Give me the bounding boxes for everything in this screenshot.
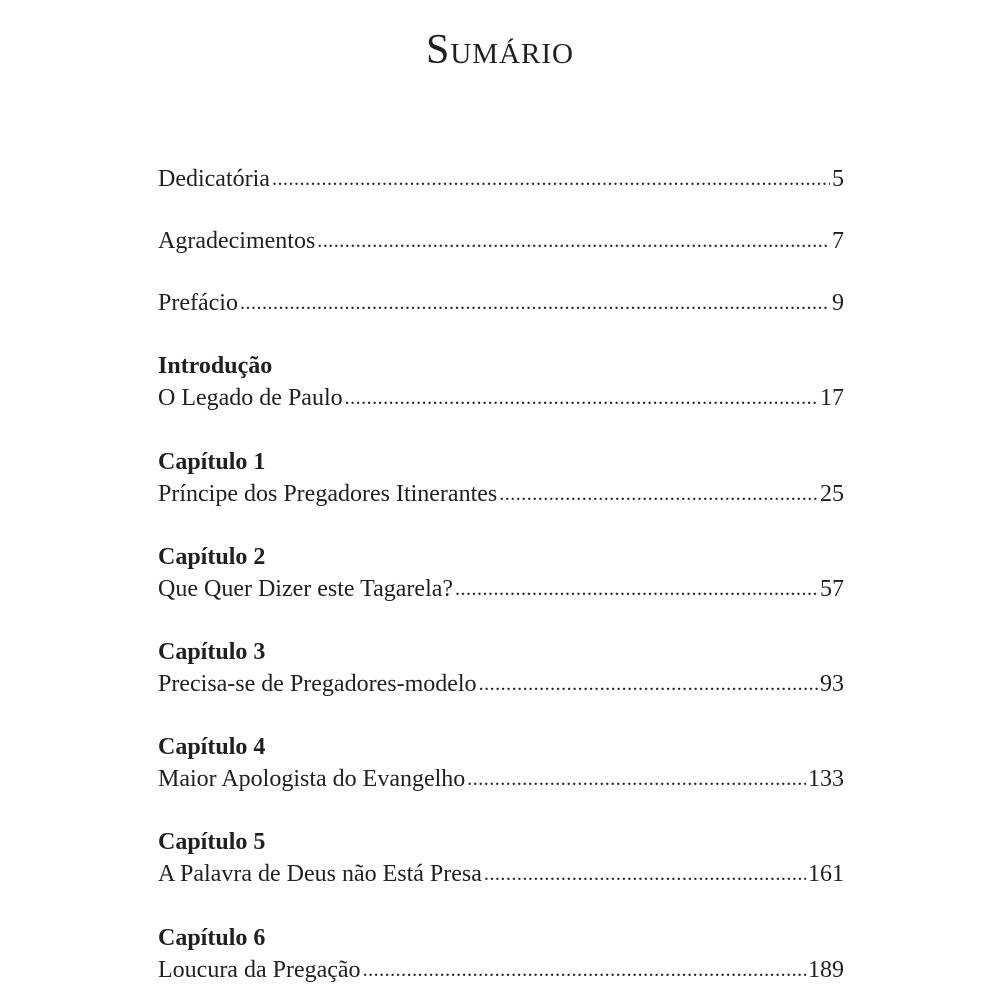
toc-row[interactable] (158, 287, 844, 319)
toc-row[interactable] (158, 478, 844, 510)
toc-section-heading: Capítulo 4 (158, 734, 266, 760)
toc-row[interactable] (158, 954, 844, 986)
dot-leader (499, 478, 818, 510)
toc-entry-label: Príncipe dos Pregadores Itinerantes (158, 481, 498, 507)
toc-row[interactable] (158, 573, 844, 605)
toc-entry-capitulo-5 (158, 826, 844, 890)
toc-entry-label: Precisa-se de Pregadores-modelo (158, 671, 477, 697)
toc-section-heading: Capítulo 3 (158, 639, 266, 665)
toc-row[interactable] (158, 763, 844, 795)
toc-row[interactable] (158, 163, 844, 195)
toc-entry-prefacio (158, 287, 844, 319)
toc-page-number: 161 (808, 861, 844, 887)
toc-entry-capitulo-6 (158, 922, 844, 986)
dot-leader (363, 954, 806, 986)
toc-entry-capitulo-3 (158, 636, 844, 700)
toc-entry-label: Que Quer Dizer este Tagarela? (158, 576, 454, 602)
toc-entry-label: Maior Apologista do Evangelho (158, 766, 466, 792)
toc-page-number: 9 (832, 290, 844, 316)
toc-section-heading: Capítulo 6 (158, 925, 266, 951)
toc-entry-label: O Legado de Paulo (158, 385, 343, 411)
toc-entry-capitulo-4 (158, 731, 844, 795)
toc-page-number: 133 (808, 766, 844, 792)
toc-page-number: 57 (820, 576, 844, 602)
toc-page-number: 5 (832, 166, 844, 192)
dot-leader (467, 763, 806, 795)
toc-row[interactable] (158, 668, 844, 700)
dot-leader (484, 858, 806, 890)
toc-entry-label: Prefácio (158, 290, 238, 316)
toc-section-heading: Capítulo 2 (158, 544, 266, 570)
toc-section-heading: Capítulo 5 (158, 829, 266, 855)
toc-entry-capitulo-1 (158, 446, 844, 510)
toc-entry-label: Loucura da Pregação (158, 957, 361, 983)
toc-entry-dedicatoria (158, 163, 844, 195)
dot-leader (479, 668, 818, 700)
toc-page-number: 7 (832, 228, 844, 254)
page-title: Sumário (426, 27, 574, 73)
toc-row[interactable] (158, 382, 844, 414)
toc-entry-label: Agradecimentos (158, 228, 316, 254)
toc-entry-label: A Palavra de Deus não Está Presa (158, 861, 482, 887)
toc-entry-capitulo-2 (158, 541, 844, 605)
toc-section-heading: Introdução (158, 353, 273, 379)
toc-row[interactable] (158, 225, 844, 257)
dot-leader (455, 573, 818, 605)
toc-page-number: 17 (820, 385, 844, 411)
toc-page-number: 25 (820, 481, 844, 507)
toc-entry-agradecimentos (158, 225, 844, 257)
dot-leader (272, 163, 830, 195)
toc-page-number: 189 (808, 957, 844, 983)
dot-leader (240, 287, 830, 319)
dot-leader (345, 382, 818, 414)
dot-leader (317, 225, 830, 257)
toc-section-heading: Capítulo 1 (158, 449, 266, 475)
toc-entry-label: Dedicatória (158, 166, 270, 192)
toc-row[interactable] (158, 858, 844, 890)
toc-page-number: 93 (820, 671, 844, 697)
toc-entry-introducao (158, 350, 844, 414)
